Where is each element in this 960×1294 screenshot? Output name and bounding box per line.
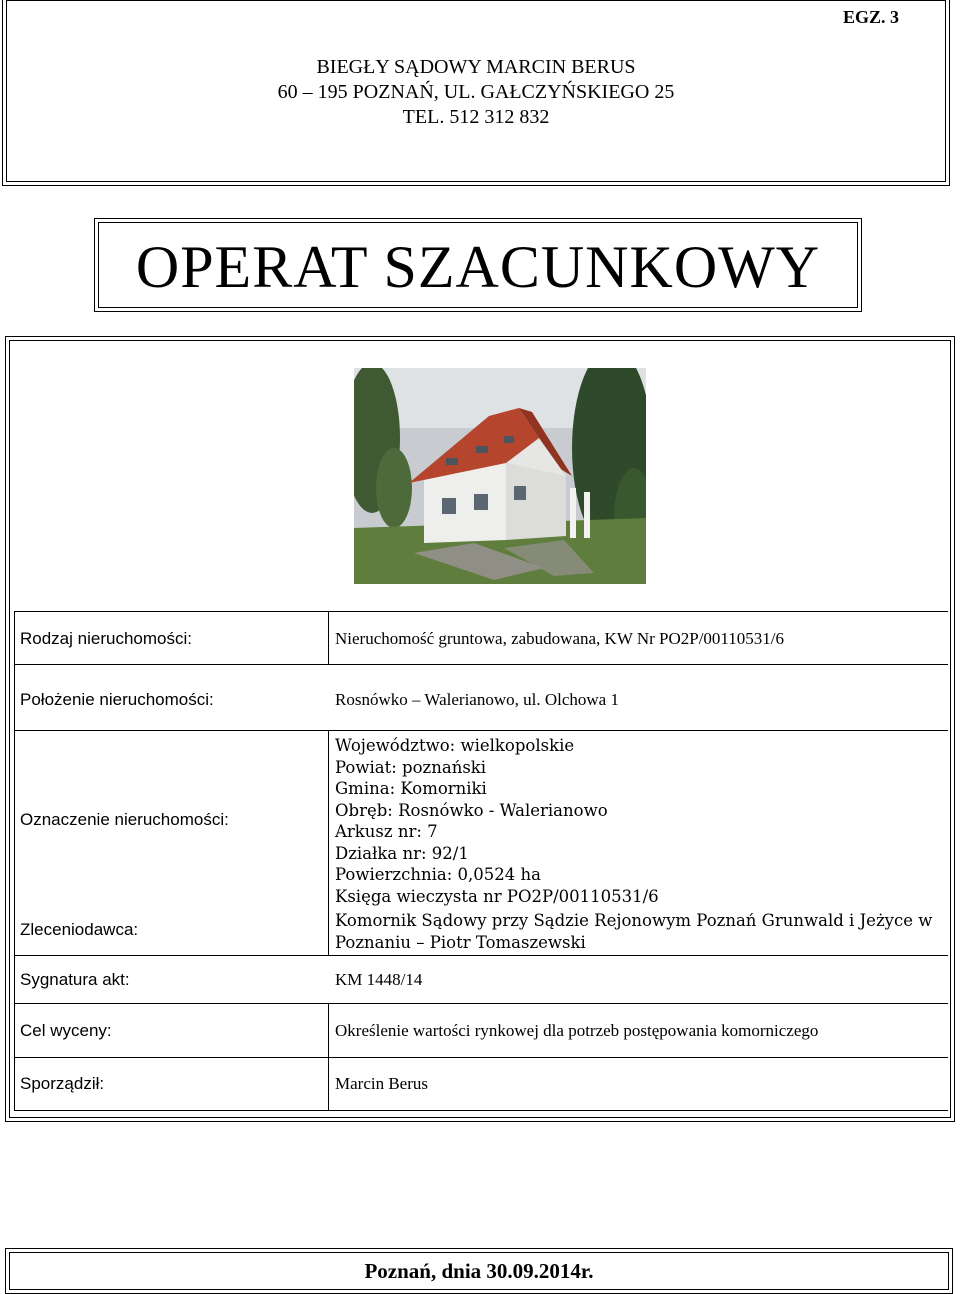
row-divider (14, 1003, 948, 1004)
cel-label: Cel wyceny: (20, 1021, 112, 1040)
title-box (94, 218, 862, 312)
row-divider (14, 955, 948, 956)
polozenie-label: Położenie nieruchomości: (20, 690, 214, 709)
zleceniodawca-value (335, 910, 932, 953)
expert-phone: TEL. 512 312 832 (402, 106, 550, 128)
zleceniodawca-label: Zleceniodawca: (20, 920, 139, 939)
expert-address: 60 – 195 POZNAŃ, UL. GAŁCZYŃSKIEGO 25 (277, 81, 675, 103)
property-photo (354, 368, 646, 584)
sporzadzil-value: Marcin Berus (335, 1074, 429, 1093)
expert-header-box (2, 0, 950, 186)
rodzaj-label: Rodzaj nieruchomości: (20, 629, 192, 648)
ksiega-wieczysta: Księga wieczysta nr PO2P/00110531/6 (335, 886, 659, 906)
date-box (5, 1248, 953, 1294)
document-date: Poznań, dnia 30.09.2014r. (364, 1259, 594, 1283)
expert-name: BIEGŁY SĄDOWY MARCIN BERUS (316, 56, 636, 78)
zleceniodawca-line: Poznaniu – Piotr Tomaszewski (335, 932, 586, 952)
table-left-border (14, 611, 15, 1111)
row-divider (14, 664, 948, 665)
column-divider (328, 611, 329, 664)
sygnatura-label: Sygnatura akt: (20, 970, 130, 989)
gmina: Gmina: Komorniki (335, 779, 487, 798)
row-divider (14, 1057, 948, 1058)
row-divider (14, 730, 948, 731)
row-divider (14, 1110, 948, 1111)
wojewodztwo: Województwo: wielkopolskie (335, 736, 575, 755)
oznaczenie-label: Oznaczenie nieruchomości: (20, 810, 229, 829)
rodzaj-value: Nieruchomość gruntowa, zabudowana, KW Nr PO2P/00110531/6 (335, 629, 785, 648)
zleceniodawca-line: Komornik Sądowy przy Sądzie Rejonowym Poznań Grunwald i Jeżyce w (335, 911, 933, 930)
cel-value: Określenie wartości rynkowej dla potrzeb postępowania komorniczego (335, 1021, 819, 1040)
powierzchnia: Powierzchnia: 0,0524 ha (335, 865, 541, 884)
row-divider (14, 611, 948, 612)
polozenie-value: Rosnówko – Walerianowo, ul. Olchowa 1 (335, 690, 619, 709)
dzialka: Działka nr: 92/1 (335, 843, 469, 863)
column-divider (328, 730, 329, 955)
sygnatura-value: KM 1448/14 (335, 970, 423, 989)
column-divider (328, 1003, 329, 1110)
expert-header (3, 55, 949, 130)
arkusz: Arkusz nr: 7 (335, 822, 438, 841)
powiat: Powiat: poznański (335, 757, 487, 777)
document-title: OPERAT SZACUNKOWY (135, 234, 821, 300)
oznaczenie-value (335, 735, 659, 907)
obreb: Obręb: Rosnówko - Walerianowo (335, 800, 608, 820)
copy-number: EGZ. 3 (842, 7, 899, 27)
sporzadzil-label: Sporządził: (20, 1074, 105, 1093)
